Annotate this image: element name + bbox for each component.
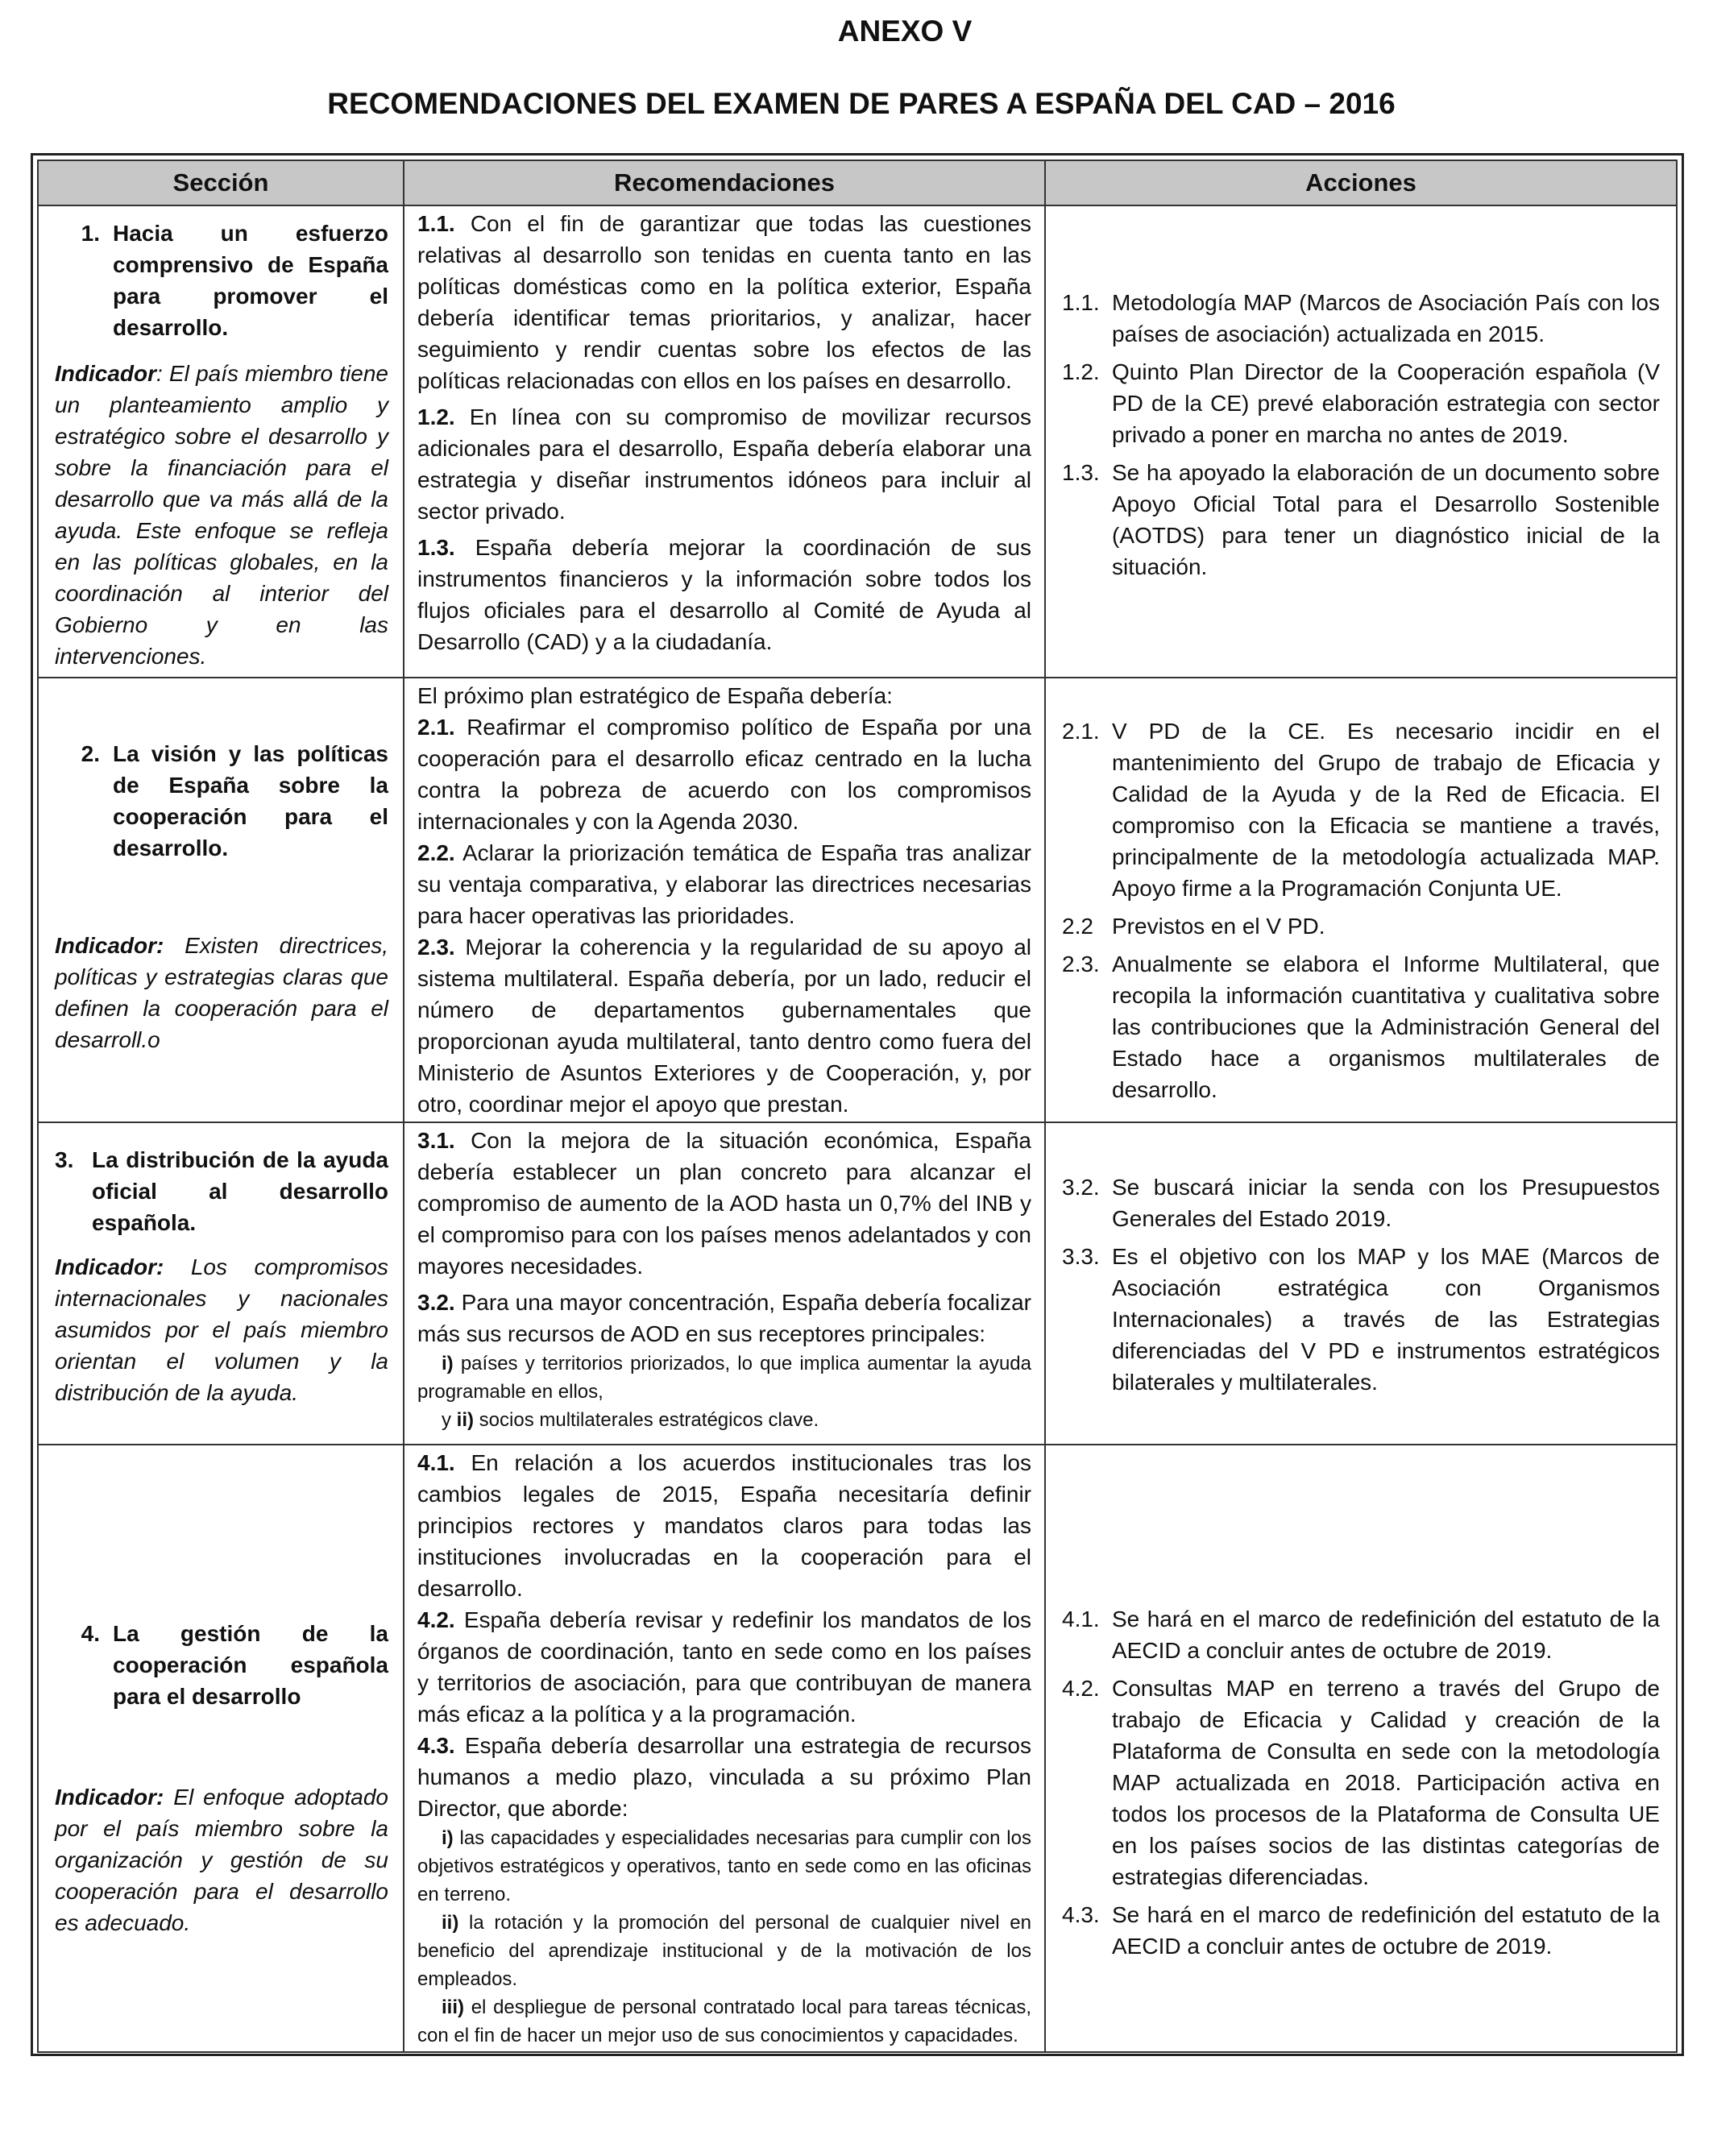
recommendation-number: 2.2. [417, 840, 455, 865]
recommendation-item [417, 837, 1031, 931]
recommendation-item [417, 532, 1031, 657]
section-cell [38, 1122, 404, 1445]
recommendation-number: 2.3. [417, 935, 455, 960]
recommendation-text: Para una mayor concentración, España debería focalizar más sus recursos de AOD en sus receptores principales: [417, 1290, 1031, 1346]
action-number: 4.2. [1062, 1676, 1100, 1701]
recommendation-number: 3.2. [417, 1290, 455, 1315]
recommendation-item [417, 1125, 1031, 1282]
recommendation-number: 4.1. [417, 1450, 455, 1475]
indicator-label: Indicador: [55, 933, 164, 958]
recommendation-subitem [417, 1993, 1031, 2050]
action-text: Anualmente se elabora el Informe Multilateral, que recopila la información cuantitativa y cualitativa sobre las contribuciones que la Administración General del Estado hace a organismos multilaterales de desarrollo. [1112, 952, 1660, 1102]
section-cell [38, 205, 404, 678]
recommendation-item [417, 1447, 1031, 1604]
action-text: Metodología MAP (Marcos de Asociación País con los países de asociación) actualizada en 2015. [1112, 290, 1660, 346]
recommendation-text: Reafirmar el compromiso político de España por una cooperación para el desarrollo eficaz centrado en la lucha contra la pobreza de acuerdo con los compromisos internacionales y con la Agenda 2030. [417, 715, 1031, 834]
action-number: 1.1. [1062, 290, 1100, 315]
subitem-number: iii) [442, 1996, 464, 2018]
indicator-text: El enfoque adoptado por el país miembro sobre la organización y gestión de su cooperación para el desarrollo es adecuado. [55, 1785, 388, 1935]
recommendation-item [417, 1604, 1031, 1730]
action-number: 3.3. [1062, 1244, 1100, 1269]
section-number: 4. [81, 1621, 100, 1646]
table-row [38, 678, 1677, 1122]
recommendation-intro: El próximo plan estratégico de España debería: [417, 683, 893, 708]
recommendation-text: Aclarar la priorización temática de España tras analizar su ventaja comparativa, y elaborar las directrices necesarias para hacer operativas las prioridades. [417, 840, 1031, 928]
section-title [55, 1144, 388, 1238]
subitem-number: i) [442, 1353, 454, 1374]
document-title: RECOMENDACIONES DEL EXAMEN DE PARES A ESPAÑA DEL CAD – 2016 [327, 87, 1396, 120]
action-item [1062, 1899, 1660, 1962]
recommendation-number: 3.1. [417, 1128, 455, 1153]
recommendation-item [417, 1287, 1031, 1350]
recommendations-cell [404, 205, 1045, 678]
subitem-text: las capacidades y especialidades necesarias para cumplir con los objetivos estratégicos y operativos, tanto en sede como en las oficinas en terreno. [417, 1827, 1031, 1905]
section-indicator [55, 1251, 388, 1408]
action-text: Quinto Plan Director de la Cooperación española (V PD de la CE) prevé elaboración estrategia con sector privado a poner en marcha no antes de 2019. [1112, 359, 1660, 447]
column-header-recommendations: Recomendaciones [404, 160, 1045, 205]
recommendation-subitem [417, 1406, 1031, 1434]
action-text: Consultas MAP en terreno a través del Grupo de trabajo de Eficacia y Calidad y creación de la Plataforma de Consulta en sede con la metodología MAP actualizada en 2018. Participación activa en todos los procesos de la Plataforma de Consulta UE en los países socios de las distintas categorías de estrategias diferenciadas. [1112, 1676, 1660, 1889]
section-number: 2. [81, 741, 100, 766]
recommendation-text: En línea con su compromiso de movilizar recursos adicionales para el desarrollo, España debería elaborar una estrategia y diseñar instrumentos idóneos para incluir al sector privado. [417, 404, 1031, 524]
action-item [1062, 910, 1660, 942]
table-row [38, 1122, 1677, 1445]
subitem-text: socios multilaterales estratégicos clave. [474, 1409, 819, 1431]
recommendation-text: Con el fin de garantizar que todas las cuestiones relativas al desarrollo son tenidas en cuenta tanto en las políticas domésticas como en la política exterior, España debería identificar temas prioritarios, y analizar, hacer seguimiento y rendir cuentas sobre los efectos de las políticas relacionadas con ellos en los países en desarrollo. [417, 211, 1031, 393]
subitem-text: países y territorios priorizados, lo que implica aumentar la ayuda programable en ellos, [417, 1353, 1031, 1403]
section-title-text: Hacia un esfuerzo comprensivo de España para promover el desarrollo. [113, 221, 388, 340]
section-indicator [55, 930, 388, 1055]
recommendation-number: 1.2. [417, 404, 455, 429]
recommendation-item [417, 401, 1031, 527]
recommendation-text: Mejorar la coherencia y la regularidad de su apoyo al sistema multilateral. España debería, por un lado, reducir el número de departamentos gubernamentales que proporcionan ayuda multilateral, tanto dentro como fuera del Ministerio de Asuntos Exteriores y de Cooperación, y, por otro, coordinar mejor el apoyo que prestan. [417, 935, 1031, 1117]
action-item [1062, 356, 1660, 450]
recommendation-item [417, 1730, 1031, 1824]
section-indicator [55, 1781, 388, 1938]
table-row [38, 1445, 1677, 2052]
action-item [1062, 1241, 1660, 1398]
action-item [1062, 457, 1660, 583]
indicator-text: : El país miembro tiene un planteamiento amplio y estratégico sobre el desarrollo y sobre la financiación para el desarrollo que va más allá de la ayuda. Este enfoque se refleja en las políticas globales, en la coordinación al interior del Gobierno y en las intervenciones. [55, 361, 388, 669]
action-number: 4.3. [1062, 1902, 1100, 1927]
recommendation-text: España debería desarrollar una estrategia de recursos humanos a medio plazo, vinculada a su próximo Plan Director, que aborde: [417, 1733, 1031, 1821]
subitem-prefix: y [442, 1409, 457, 1431]
section-cell [38, 1445, 404, 2052]
recommendations-cell [404, 1122, 1045, 1445]
actions-cell [1045, 1122, 1677, 1445]
subitem-number: ii) [456, 1409, 474, 1431]
recommendation-text: Con la mejora de la situación económica, España debería establecer un plan concreto para alcanzar el compromiso de aumento de la AOD hasta un 0,7% del INB y el compromiso para con los países menos adelantados y con mayores necesidades. [417, 1128, 1031, 1279]
action-item [1062, 287, 1660, 350]
subitem-text: el despliegue de personal contratado local para tareas técnicas, con el fin de hacer un mejor uso de sus conocimientos y capacidades. [417, 1996, 1031, 2046]
recommendation-text: España debería revisar y redefinir los mandatos de los órganos de coordinación, tanto en sede como en los países y territorios de asociación, para que contribuyan de manera más eficaz a la política y a la programación. [417, 1607, 1031, 1727]
recommendation-item [417, 711, 1031, 837]
action-number: 3.2. [1062, 1175, 1100, 1200]
action-text: Se hará en el marco de redefinición del estatuto de la AECID a concluir antes de octubre de 2019. [1112, 1607, 1660, 1663]
recommendations-cell [404, 1445, 1045, 2052]
recommendation-text: En relación a los acuerdos institucionales tras los cambios legales de 2015, España necesitaría definir principios rectores y mandatos claros para todas las instituciones involucradas en la cooperación para el desarrollo. [417, 1450, 1031, 1601]
action-item [1062, 1171, 1660, 1234]
annex-heading: ANEXO V [837, 15, 973, 48]
action-number: 1.3. [1062, 460, 1100, 485]
recommendations-table [37, 160, 1678, 2053]
action-item [1062, 1603, 1660, 1666]
action-text: Se buscará iniciar la senda con los Presupuestos Generales del Estado 2019. [1112, 1175, 1660, 1231]
section-number: 3. [55, 1147, 74, 1172]
recommendation-number: 2.1. [417, 715, 455, 740]
recommendation-item [417, 208, 1031, 396]
action-item [1062, 948, 1660, 1105]
subitem-number: i) [442, 1827, 454, 1849]
column-header-section: Sección [38, 160, 404, 205]
section-indicator [55, 358, 388, 672]
indicator-text: Los compromisos internacionales y nacionales asumidos por el país miembro orientan el volumen y la distribución de la ayuda. [55, 1254, 388, 1405]
action-text: Se ha apoyado la elaboración de un documento sobre Apoyo Oficial Total para el Desarrollo Sostenible (AOTDS) para tener un diagnóstico inicial de la situación. [1112, 460, 1660, 579]
action-number: 2.1. [1062, 719, 1100, 744]
action-item [1062, 1673, 1660, 1893]
action-text: Previstos en el V PD. [1112, 914, 1325, 939]
recommendation-subitem [417, 1909, 1031, 1993]
section-cell [38, 678, 404, 1122]
indicator-label: Indicador: [55, 1785, 164, 1810]
recommendation-item [417, 931, 1031, 1120]
recommendation-number: 1.1. [417, 211, 455, 236]
action-number: 4.1. [1062, 1607, 1100, 1632]
indicator-text: Existen directrices, políticas y estrategias claras que definen la cooperación para el desarroll.o [55, 933, 388, 1052]
table-header-row [38, 160, 1677, 205]
section-title-text: La visión y las políticas de España sobre la cooperación para el desarrollo. [113, 741, 388, 860]
section-title [55, 1618, 388, 1712]
indicator-label: Indicador: [55, 1254, 164, 1279]
action-number: 2.3. [1062, 952, 1100, 976]
recommendation-text: España debería mejorar la coordinación de sus instrumentos financieros y la información sobre todos los flujos oficiales para el desarrollo al Comité de Ayuda al Desarrollo (CAD) y a la ciudadanía. [417, 535, 1031, 654]
subitem-text: la rotación y la promoción del personal de cualquier nivel en beneficio del aprendizaje institucional y de la motivación de los empleados. [417, 1912, 1031, 1990]
table-row [38, 205, 1677, 678]
recommendations-table-frame [31, 153, 1684, 2056]
section-number: 1. [81, 221, 100, 246]
actions-cell [1045, 205, 1677, 678]
recommendations-cell [404, 678, 1045, 1122]
action-number: 1.2. [1062, 359, 1100, 384]
action-text: V PD de la CE. Es necesario incidir en el mantenimiento del Grupo de trabajo de Eficacia y Calidad de la Ayuda y de la Red de Eficacia. El compromiso con la Eficacia se mantiene a través, principalmente de la metodología actualizada MAP. Apoyo firme a la Programación Conjunta UE. [1112, 719, 1660, 901]
section-title-text: La distribución de la ayuda oficial al desarrollo española. [92, 1147, 388, 1235]
recommendation-number: 4.3. [417, 1733, 455, 1758]
recommendation-number: 4.2. [417, 1607, 455, 1632]
section-title-text: La gestión de la cooperación española para el desarrollo [113, 1621, 388, 1709]
subitem-number: ii) [442, 1912, 459, 1934]
action-item [1062, 715, 1660, 904]
action-text: Se hará en el marco de redefinición del estatuto de la AECID a concluir antes de octubre de 2019. [1112, 1902, 1660, 1959]
action-number: 2.2 [1062, 914, 1093, 939]
indicator-label: Indicador [55, 361, 157, 386]
recommendation-subitem [417, 1824, 1031, 1909]
actions-cell [1045, 678, 1677, 1122]
recommendation-subitem [417, 1350, 1031, 1406]
recommendation-number: 1.3. [417, 535, 455, 560]
column-header-actions: Acciones [1045, 160, 1677, 205]
section-title [55, 738, 388, 864]
action-text: Es el objetivo con los MAP y los MAE (Marcos de Asociación estratégica con Organismos Internacionales) a través de las Estrategias diferenciadas del V PD e instrumentos estratégicos bilaterales y multilaterales. [1112, 1244, 1660, 1395]
actions-cell [1045, 1445, 1677, 2052]
section-title [55, 218, 388, 343]
